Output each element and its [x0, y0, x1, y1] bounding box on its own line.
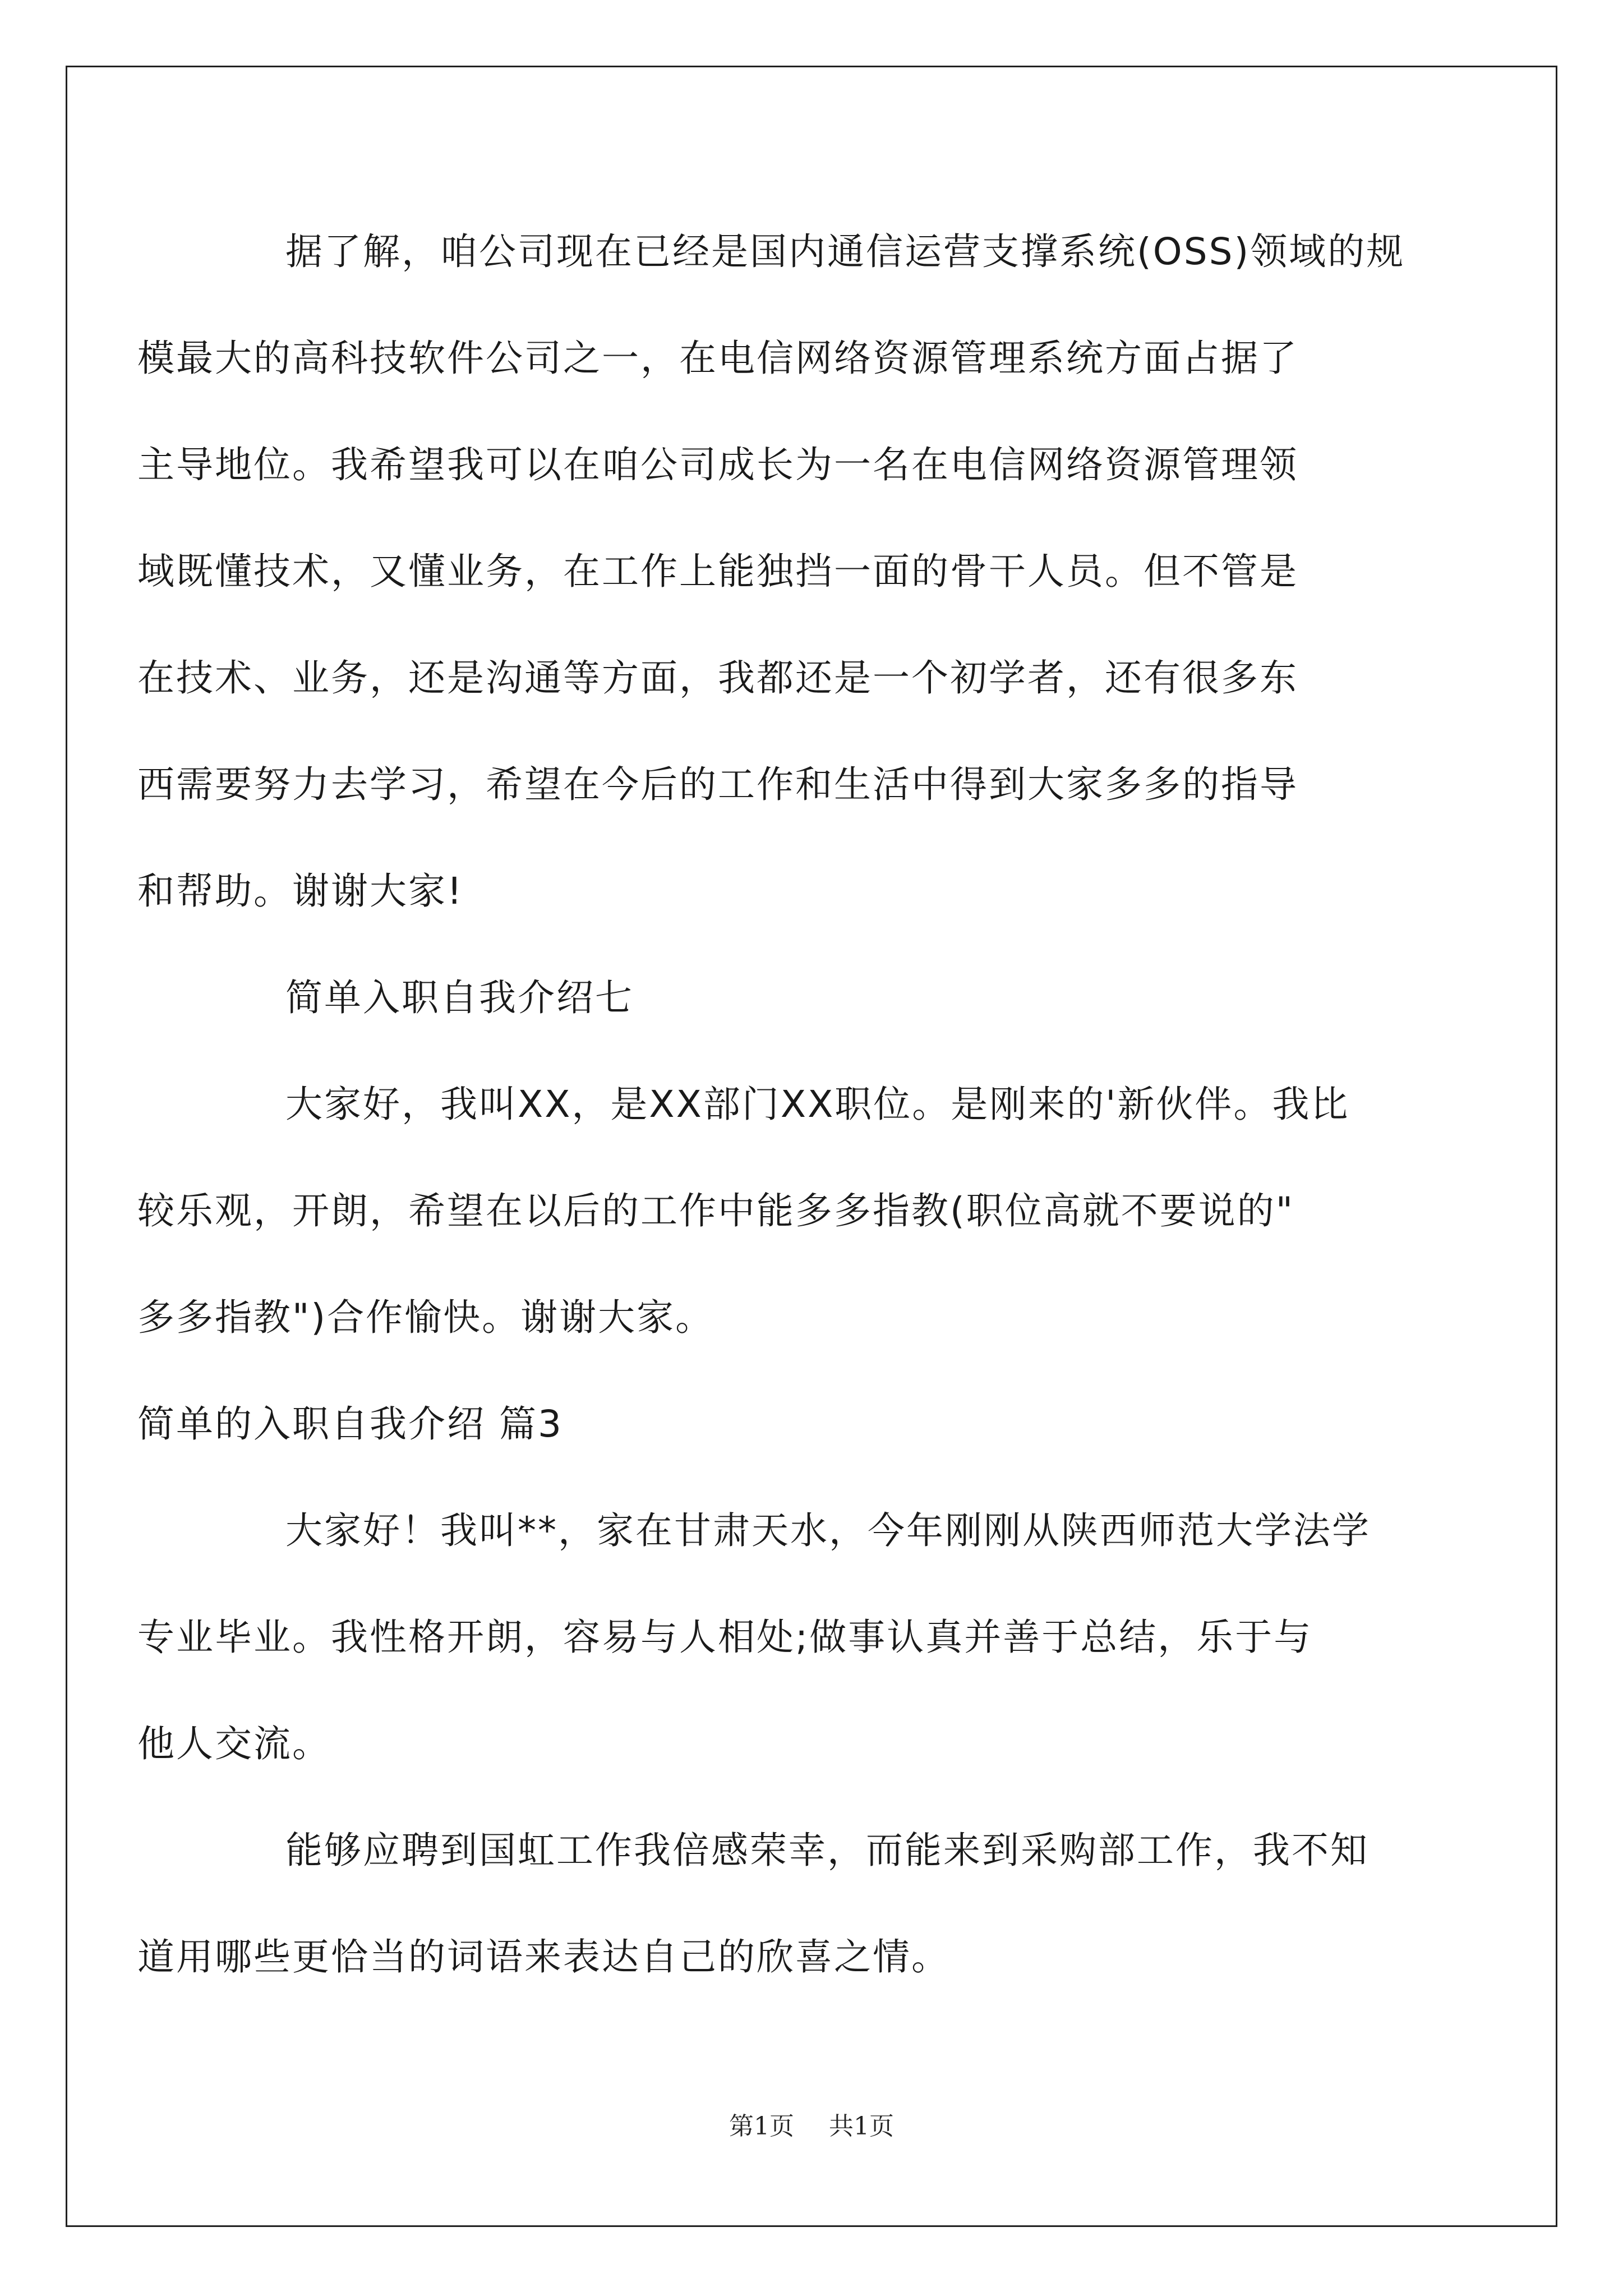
text-line: 模最大的高科技软件公司之一，在电信网络资源管理系统方面占据了 — [137, 337, 1298, 380]
paragraph — [137, 1051, 1434, 1371]
text-line: 多多指教")合作愉快。谢谢大家。 — [137, 1296, 714, 1339]
text-line: 在技术、业务，还是沟通等方面，我都还是一个初学者，还有很多东 — [137, 656, 1298, 700]
document-body — [137, 199, 1434, 2010]
paragraph — [137, 199, 1434, 945]
section-heading — [137, 1371, 1434, 1478]
text-line: 大家好！我叫**，家在甘肃天水，今年刚刚从陕西师范大学法学 — [285, 1509, 1371, 1552]
page-footer — [0, 2106, 1623, 2142]
text-line: 道用哪些更恰当的词语来表达自己的欣喜之情。 — [137, 1935, 950, 1978]
text-line: 简单的入职自我介绍 篇3 — [137, 1402, 563, 1446]
text-line: 简单入职自我介绍七 — [285, 976, 634, 1019]
text-line: 能够应聘到国虹工作我倍感荣幸，而能来到采购部工作，我不知 — [285, 1829, 1369, 1872]
text-line: 西需要努力去学习，希望在今后的工作和生活中得到大家多多的指导 — [137, 763, 1298, 806]
paragraph — [137, 1797, 1434, 2010]
text-line: 域既懂技术，又懂业务，在工作上能独挡一面的骨干人员。但不管是 — [137, 550, 1298, 593]
text-line: 主导地位。我希望我可以在咱公司成长为一名在电信网络资源管理领 — [137, 443, 1298, 486]
text-line: 大家好，我叫XX，是XX部门XX职位。是刚来的'新伙伴。我比 — [285, 1083, 1350, 1126]
text-line: 较乐观，开朗，希望在以后的工作中能多多指教(职位高就不要说的" — [137, 1189, 1295, 1232]
section-subtitle — [211, 945, 1434, 1051]
text-line: 专业毕业。我性格开朗，容易与人相处;做事认真并善于总结，乐于与 — [137, 1616, 1313, 1659]
text-line: 和帮助。谢谢大家! — [137, 869, 464, 913]
paragraph — [137, 1478, 1434, 1797]
page-total: 共1页 — [829, 2112, 894, 2141]
page-number: 第1页 — [729, 2112, 794, 2141]
text-line: 据了解，咱公司现在已经是国内通信运营支撑系统(OSS)领域的规 — [285, 230, 1405, 273]
text-line: 他人交流。 — [137, 1722, 331, 1765]
